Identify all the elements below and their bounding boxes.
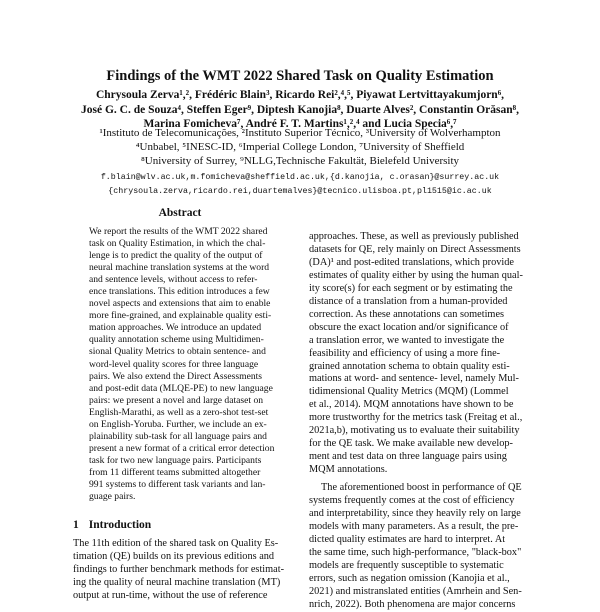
body-line: correction. As these annotations can sometimes (309, 308, 505, 320)
body-line: mations at word- and sentence- level, namely Mul- (309, 373, 519, 385)
section-title: Introduction (88, 519, 152, 531)
affiliation-line: ⁴Unbabel, ⁵INESC-ID, ⁶Imperial College London, ⁷University of Sheffield (135, 141, 465, 154)
body-line: models with many parameters. As a result, the pre- (309, 520, 519, 532)
abstract-line: ence translations. This edition introduces a few (89, 286, 270, 298)
abstract-line: and post-edit data (MLQE-PE) to new language (89, 382, 273, 394)
abstract-line: pairs: we present a novel and large dataset on (89, 394, 264, 406)
email-line: {chrysoula.zerva,ricardo.rei,duartemalves}@tecnico.ulisboa.pt,pl1515@ic.ac.uk (108, 187, 492, 196)
body-line: datasets for QE, rely mainly on Direct Assessments (309, 243, 521, 255)
abstract-line: and sentence levels, without access to refer- (89, 274, 258, 286)
abstract-line: more fine-grained, and explainable quality esti- (89, 310, 272, 322)
affiliation-line: ¹Instituto de Telecomunicações, ²Instituto Superior Técnico, ³University of Wolverhampton (99, 127, 501, 139)
body-line: 2021a,b), motivating us to evaluate their suitability (309, 425, 520, 437)
abstract-line: pairs. We also extend the Direct Assessments (89, 370, 263, 382)
body-line: nrich, 2022). Both phenomena are major concerns (309, 598, 516, 610)
body-line: distance of a translation from a human-provided (309, 295, 508, 307)
email-list (30, 171, 570, 199)
abstract-line: task for two new language pairs. Participants (89, 454, 262, 466)
email-line: f.blain@wlv.ac.uk,m.fomicheva@sheffield.ac.uk,{d.kanojia, c.orasan}@surrey.ac.uk (100, 173, 500, 182)
introduction-body (73, 538, 295, 603)
body-line: errors, such as negation omission (Kanojia et al., (309, 572, 510, 584)
body-line: et al., 2014). MQM annotations have shown to be (309, 399, 514, 411)
section-heading-introduction (73, 519, 151, 531)
body-line: approaches. These, as well as previously published (309, 231, 519, 242)
abstract-line: neural machine translation systems at the word (89, 262, 270, 274)
body-line: obscure the exact location and/or significance of (309, 321, 509, 333)
abstract-line: guage pairs. (89, 491, 136, 503)
body-line: for the QE task. We make available new develop- (309, 438, 513, 450)
abstract-body (89, 226, 275, 503)
body-line: systems frequently comes at the cost of efficiency (309, 495, 515, 507)
body-line: The aforementioned boost in performance of QE (321, 482, 522, 494)
body-line: estimates of quality either by using the human qual- (309, 269, 523, 281)
abstract-line: task on Quality Estimation, in which the chal- (89, 238, 266, 250)
abstract-line: from 11 different teams submitted altogether (89, 466, 261, 478)
body-line: models are frequently susceptible to systematic (309, 559, 504, 571)
abstract-line: plainability sub-task for all language pairs and (89, 430, 267, 442)
abstract-line: novel aspects and extensions that aim to enable (89, 298, 271, 310)
intro-line: ing the quality of neural machine translation (MT) (73, 576, 281, 588)
body-line: dicted quality estimates are hard to interpret. At (309, 533, 506, 545)
body-line: and interpretability, since they heavily rely on large (309, 508, 521, 520)
body-line: (DA)¹ and post-edited translations, which provide (309, 256, 514, 268)
affiliation-list (30, 126, 570, 169)
intro-line: timation (QE) builds on its previous editions and (73, 550, 275, 562)
abstract-line: We report the results of the WMT 2022 shared (89, 226, 268, 237)
abstract-line: lenge is to predict the quality of the output of (89, 250, 263, 262)
abstract-line: on English-Yoruba. Further, we include an ex- (89, 418, 267, 430)
body-line: more trustworthy for the metrics task (Freitag et al., (309, 412, 523, 424)
body-line: a translation error, we wanted to investigate the (309, 334, 505, 346)
author-line: José G. C. de Souza⁴, Steffen Eger⁹, Diptesh Kanojia⁸, Duarte Alves², Constantin Orăsan⁸, (81, 103, 519, 116)
paper-title: Findings of the WMT 2022 Shared Task on Quality Estimation (106, 68, 494, 84)
section-number: 1 (73, 519, 79, 531)
body-line: MQM annotations. (309, 464, 388, 476)
abstract-line: sional Quality Metrics to obtain sentence- and (89, 346, 266, 358)
body-line: 2021) and mistranslated entities (Amrhein and Sen- (309, 585, 522, 597)
abstract-line: English-Marathi, as well as a zero-shot test-set (89, 406, 269, 418)
abstract-line: 991 systems to different task variants and lan- (89, 478, 266, 490)
intro-line: The 11th edition of the shared task on Quality Es- (73, 538, 279, 549)
abstract-heading: Abstract (158, 207, 202, 219)
intro-line: findings to further benchmark methods for estimat- (73, 563, 285, 575)
body-line: grained annotation schema to obtain quality esti- (309, 360, 510, 372)
abstract-line: present a new format of a critical error detection (89, 442, 275, 454)
abstract-line: mation approaches. We introduce an updated (89, 322, 262, 334)
right-column-body (309, 231, 537, 612)
abstract-line: quality annotation scheme using Multidimen- (89, 334, 264, 346)
affiliation-line: ⁸University of Surrey, ⁹NLLG,Technische Fakultät, Bielefeld University (140, 155, 460, 168)
author-line: Marina Fomicheva⁷, André F. T. Martins¹,²,⁴ and Lucia Specia⁶,⁷ (143, 118, 457, 131)
body-line: the same time, such high-performance, "black-box" (309, 546, 522, 558)
abstract-line: word-level quality scores for three language (89, 358, 259, 370)
body-line: feasibility and efficiency of using a more fine- (309, 347, 501, 359)
author-line: Chrysoula Zerva¹,², Frédéric Blain³, Ricardo Rei²,⁴,⁵, Piyawat Lertvittayakumjorn⁶, (95, 89, 505, 101)
body-line: ment and test data on three language pairs using (309, 451, 507, 463)
intro-line: output at run-time, without the use of reference (73, 589, 268, 601)
body-line: ity score(s) for each segment or by estimating the (309, 282, 513, 294)
body-line: tidimensional Quality Metrics (MQM) (Lommel (309, 386, 509, 398)
